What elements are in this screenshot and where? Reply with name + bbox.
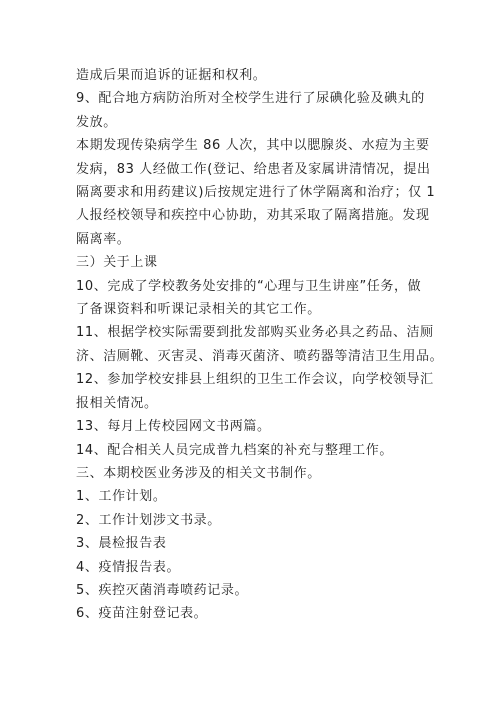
text-line: 12、参加学校安排县上组织的卫生工作会议，向学校领导汇: [76, 372, 434, 388]
text-line: 隔离率。: [76, 231, 131, 247]
list-item: 2、工作计划涉文书录。: [76, 512, 221, 528]
text-line: 10、完成了学校教务处安排的“心理与卫生讲座”任务，做: [76, 278, 422, 294]
section-heading: 三）关于上课: [76, 255, 158, 271]
text-line: 了备课资料和听课记录相关的其它工作。: [76, 302, 321, 318]
text-line: 济、洁厕靴、灭害灵、消毒灭菌济、喷药器等清洁卫生用品。: [76, 348, 444, 364]
list-item: 1、工作计划。: [76, 489, 167, 505]
text-line: 发病，83 人经做工作(登记、给患者及家属讲清情况，提出: [76, 161, 431, 177]
text-line: 隔离要求和用药建议)后按规定进行了休学隔离和治疗；仅 1: [76, 185, 436, 201]
text-line: 9、配合地方病防治所对全校学生进行了尿碘化验及碘丸的: [76, 91, 425, 107]
text-line: 人报经校领导和疾控中心协助，劝其采取了隔离措施。发现: [76, 208, 430, 224]
text-line: 报相关情况。: [76, 395, 158, 411]
list-item: 3、晨检报告表: [76, 536, 167, 552]
text-line: 13、每月上传校园网文书两篇。: [76, 419, 271, 435]
list-item: 6、疫苗注射登记表。: [76, 606, 208, 622]
text-line: 本期发现传染病学生 86 人次，其中以腮腺炎、水痘为主要: [76, 138, 430, 154]
text-line: 11、根据学校实际需要到批发部购买业务必具之药品、洁厕: [76, 325, 434, 341]
list-item: 4、疫情报告表。: [76, 559, 181, 575]
document-page: [76, 64, 444, 626]
section-heading: 三、本期校医业务涉及的相关文书制作。: [76, 465, 321, 481]
list-item: 5、疾控灭菌消毒喷药记录。: [76, 582, 249, 598]
text-line: 发放。: [76, 114, 117, 130]
text-line: 14、配合相关人员完成普九档案的补充与整理工作。: [76, 442, 393, 458]
text-line: 造成后果而追诉的证据和权利。: [76, 68, 267, 83]
